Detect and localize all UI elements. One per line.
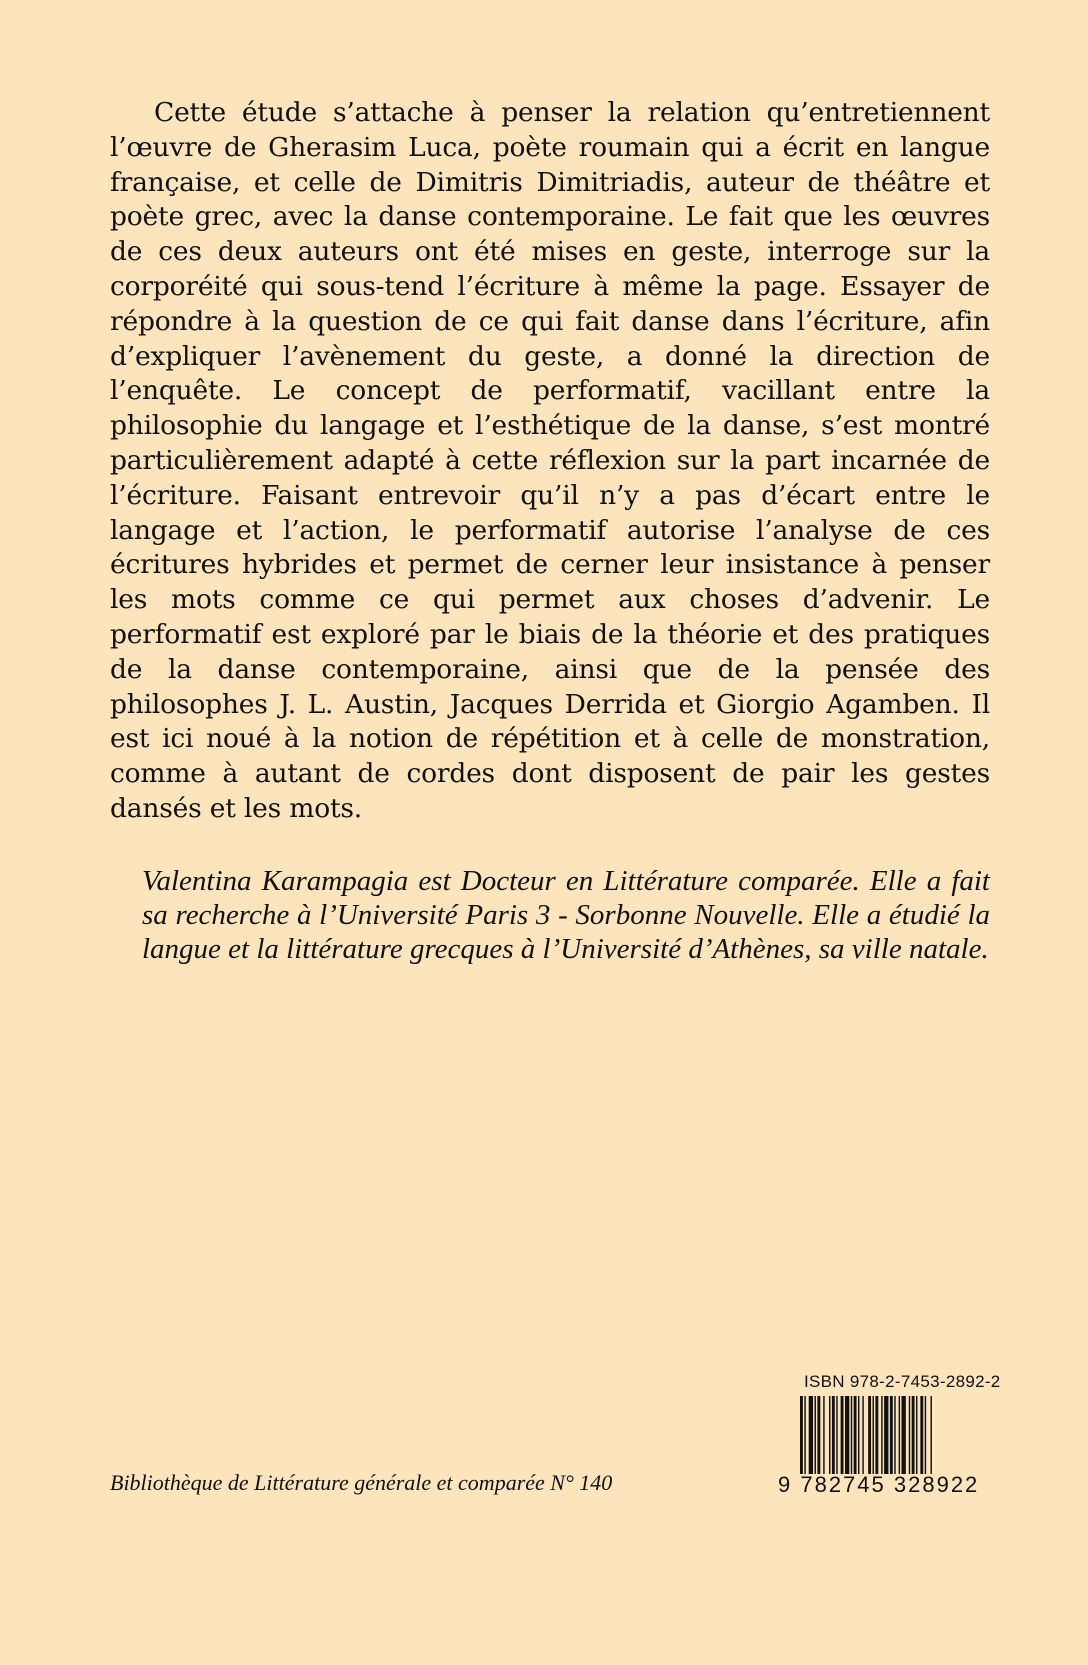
book-abstract: Cette étude s’attache à penser la relation qu’entretiennent l’œuvre de Gherasim Luca, poète roumain qui a écrit en langue française, et celle de Dimitris Dimitriadis, auteur de théâtre et poète grec, avec la danse contemporaine. Le fait que les œuvres de ces deux auteurs ont été mises en geste, interroge sur la corporéité qui sous-tend l’écriture à même la page. Essayer de répondre à la question de ce qui fait danse dans l’écriture, afin d’expliquer l’avènement du geste, a donné la direction de l’enquête. Le concept de performatif, vacillant entre la philosophie du langage et l’esthétique de la danse, s’est montré particulièrement adapté à cette réflexion sur la part incarnée de l’écriture. Faisant entrevoir qu’il n’y a pas d’écart entre le langage et l’action, le performatif autorise l’analyse de ces écritures hybrides et permet de cerner leur insistance à penser les mots comme ce qui permet aux choses d’advenir. Le performatif est exploré par le biais de la théorie et des pratiques de la danse contemporaine, ainsi que de la pensée des philosophes J. L. Austin, Jacques Derrida et Giorgio Agamben. Il est ici noué à la notion de répétition et à celle de monstration, comme à autant de cordes dont disposent de pair les gestes dansés et les mots. xyxy=(110,97,990,824)
author-bio: Valentina Karampagia est Docteur en Littérature comparée. Elle a fait sa recherche à l’Université Paris 3 - Sorbonne Nouvelle. Elle a étudié la langue et la littérature grecques à l’Université d’Athènes, sa ville natale. xyxy=(142,865,990,965)
isbn-label: ISBN 978-2-7453-2892-2 xyxy=(804,1372,1001,1391)
series-line: Bibliothèque de Littérature générale et comparée N° 140 xyxy=(110,1470,613,1495)
barcode-digits: 9 782745 328922 xyxy=(778,1472,980,1497)
barcode-icon xyxy=(800,1396,980,1474)
isbn-block xyxy=(778,1372,1001,1500)
